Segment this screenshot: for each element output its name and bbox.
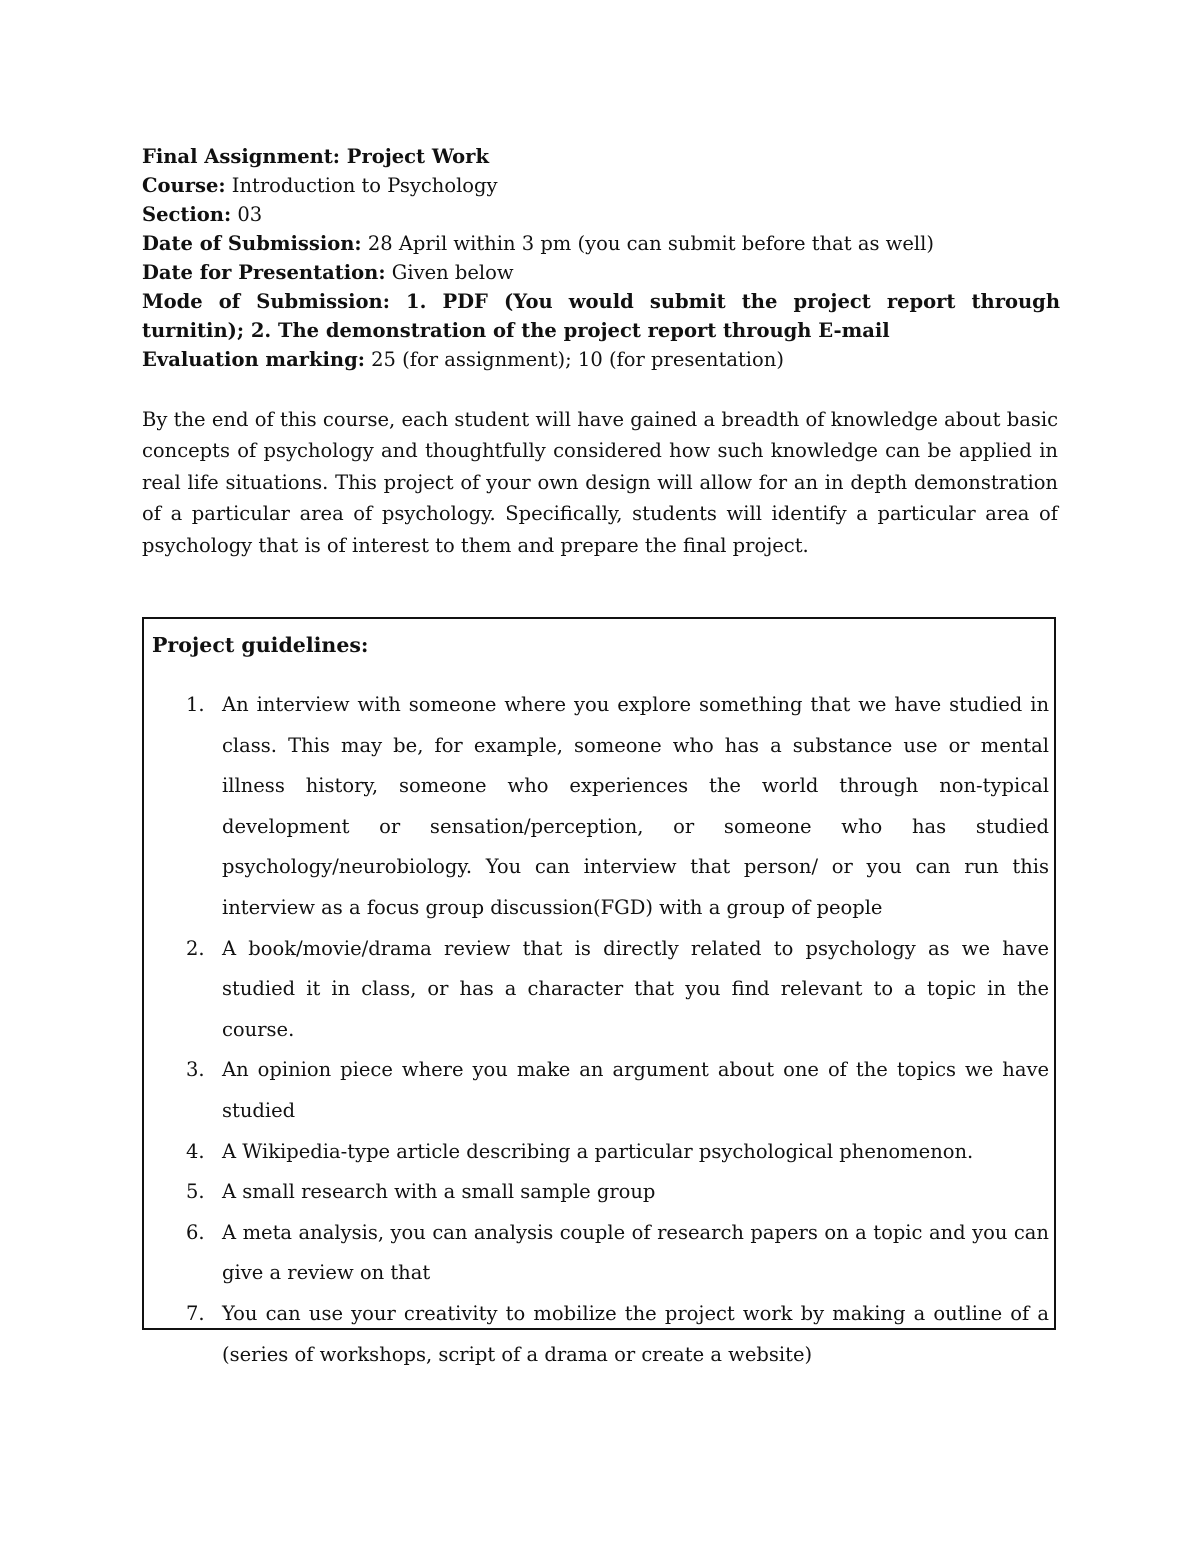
list-item-number: 4. [186,1139,205,1163]
list-item-number: 3. [186,1058,205,1082]
course-label: Course: [142,174,226,197]
list-item [144,1172,1049,1213]
presentation-date-label: Date for Presentation: [142,261,386,284]
list-item [144,1050,1049,1131]
list-item-text: A book/movie/drama review that is directly related to psychology as we have studied it in class, or has a character that you find relevant to a topic in the course. [222,936,1049,1041]
list-item-number: 6. [186,1220,205,1244]
course-line [142,171,1060,200]
list-item [144,1213,1049,1294]
submission-date-label: Date of Submission: [142,232,362,255]
evaluation-label: Evaluation marking: [142,348,365,371]
list-item-number: 7. [186,1301,205,1325]
list-item-text: A meta analysis, you can analysis couple of research papers on a topic and you can give a review on that [222,1220,1049,1285]
list-item-number: 1. [186,693,205,716]
submission-mode-text: Mode of Submission: 1. PDF (You would submit the project report through turnitin); 2. The demonstration of the project report through E-mail [142,290,1060,342]
list-item-text: An opinion piece where you make an argument about one of the topics we have studied [222,1058,1049,1122]
assignment-title: Final Assignment: Project Work [142,145,489,168]
submission-date-value: 28 April within 3 pm (you can submit before that as well) [361,232,934,255]
submission-date-line [142,229,1060,258]
course-value: Introduction to Psychology [225,174,498,197]
list-item [144,1132,1049,1173]
evaluation-line [142,345,1060,374]
list-item [144,929,1049,1051]
list-item [144,1294,1049,1375]
presentation-date-value: Given below [385,261,514,284]
guidelines-title: Project guidelines: [152,633,369,657]
list-item [144,685,1049,929]
section-value: 03 [231,203,263,226]
evaluation-value: 25 (for assignment); 10 (for presentation) [364,348,784,371]
guidelines-list [144,685,1049,1375]
list-item-text: An interview with someone where you explore something that we have studied in class. This may be, for example, someone who has a substance use or mental illness history, someone who experiences the world through non-typical development or sensation/perception, or someone who has studied psychology/neurobiology. You can interview that person/ or you can run this interview as a focus group discussion(FGD) with a group of people [222,693,1049,919]
presentation-date-line [142,258,1060,287]
list-item-number: 2. [186,936,205,960]
assignment-header [142,142,1060,374]
list-item-text: You can use your creativity to mobilize the project work by making a outline of a (series of workshops, script of a drama or create a website) [222,1301,1049,1366]
list-item-text: A small research with a small sample group [222,1180,656,1204]
list-item-number: 5. [186,1180,205,1204]
list-item-text: A Wikipedia-type article describing a particular psychological phenomenon. [222,1139,974,1163]
section-label: Section: [142,203,232,226]
project-guidelines-box [142,617,1056,1366]
intro-paragraph: By the end of this course, each student will have gained a breadth of knowledge about basic concepts of psychology and thoughtfully considered how such knowledge can be applied in real life situations. This project of your own design will allow for an in depth demonstration of a particular area of psychology. Specifically, students will identify a particular area of psychology that is of interest to them and prepare the final project. [142,408,1058,557]
section-line [142,200,1060,229]
